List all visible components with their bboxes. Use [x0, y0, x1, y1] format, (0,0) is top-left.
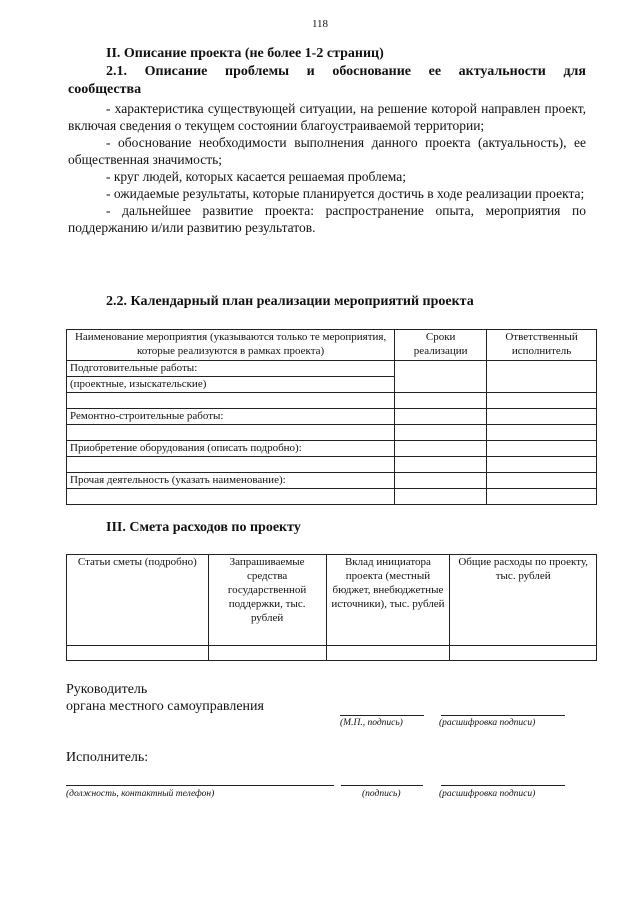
budget-header-items: Статьи сметы (подробно) — [67, 555, 209, 646]
item-necessity: - обоснование необходимости выполнения данного проекта (актуальность), ее общественная значимость; — [68, 135, 586, 167]
exec-sign-line — [341, 785, 423, 786]
plan-row-design: Подготовительные работы: — [67, 361, 395, 377]
exec-decode-caption: (расшифровка подписи) — [439, 789, 536, 799]
table-row — [67, 489, 597, 505]
exec-position-line — [66, 785, 334, 786]
item-people: - круг людей, которых касается решаемая проблема; — [106, 169, 406, 184]
section2-title: II. Описание проекта (не более 1-2 страниц) — [106, 46, 384, 61]
item-results: - ожидаемые результаты, которые планируется достичь в ходе реализации проекта; — [106, 186, 585, 201]
budget-header-requested: Запрашиваемые средства государственной поддержки, тыс. рублей — [208, 555, 326, 646]
section2-items — [68, 100, 586, 236]
head-decode-line — [441, 715, 565, 716]
plan-header-activity: Наименование мероприятия (указываются только те мероприятия, которые реализуются в рамках проекта) — [67, 330, 395, 361]
budget-table-header — [67, 555, 597, 646]
section2-2-title: 2.2. Календарный план реализации мероприятий проекта — [106, 294, 474, 309]
budget-header-contribution: Вклад инициатора проекта (местный бюджет, внебюджетные источники), тыс. рублей — [326, 555, 450, 646]
table-row — [67, 361, 597, 377]
head-decode-caption: (расшифровка подписи) — [439, 718, 536, 728]
table-row — [67, 425, 597, 441]
table-row — [67, 393, 597, 409]
plan-row-other: Прочая деятельность (указать наименование): — [67, 473, 395, 489]
table-row — [67, 457, 597, 473]
plan-row-design-sub: (проектные, изыскательские) — [67, 377, 395, 393]
plan-header-dates: Сроки реализации — [395, 330, 487, 361]
plan-table-header — [67, 330, 597, 361]
page-number: 118 — [311, 18, 329, 30]
table-row — [67, 441, 597, 457]
section3-title: III. Смета расходов по проекту — [106, 520, 301, 535]
table-row — [67, 473, 597, 489]
head-sign-line — [340, 715, 424, 716]
plan-header-responsible: Ответственный исполнитель — [487, 330, 597, 361]
budget-header-total: Общие расходы по проекту, тыс. рублей — [450, 555, 597, 646]
exec-position-caption: (должность, контактный телефон) — [66, 789, 215, 799]
section2-1-title: 2.1. Описание проблемы и обоснование ее актуальности для — [106, 64, 586, 79]
section2-1-title-cont: сообщества — [68, 82, 142, 97]
exec-decode-line — [441, 785, 565, 786]
table-row — [67, 646, 597, 661]
head-label-line1: Руководитель — [66, 682, 148, 697]
plan-row-equipment: Приобретение оборудования (описать подробно): — [67, 441, 395, 457]
item-development: - дальнейшее развитие проекта: распространение опыта, мероприятия по поддержанию и/или развитию результатов. — [68, 203, 586, 235]
table-row — [67, 409, 597, 425]
budget-table — [66, 554, 597, 661]
plan-row-repair: Ремонтно-строительные работы: — [67, 409, 395, 425]
exec-sign-caption: (подпись) — [362, 789, 401, 799]
executor-label: Исполнитель: — [66, 750, 149, 765]
head-sign-caption: (М.П., подпись) — [340, 718, 403, 728]
head-label-line2: органа местного самоуправления — [66, 699, 264, 714]
plan-table — [66, 329, 597, 505]
item-situation: - характеристика существующей ситуации, на решение которой направлен проект, включая сведения о текущем состоянии благоустраиваемой территории; — [68, 101, 586, 133]
